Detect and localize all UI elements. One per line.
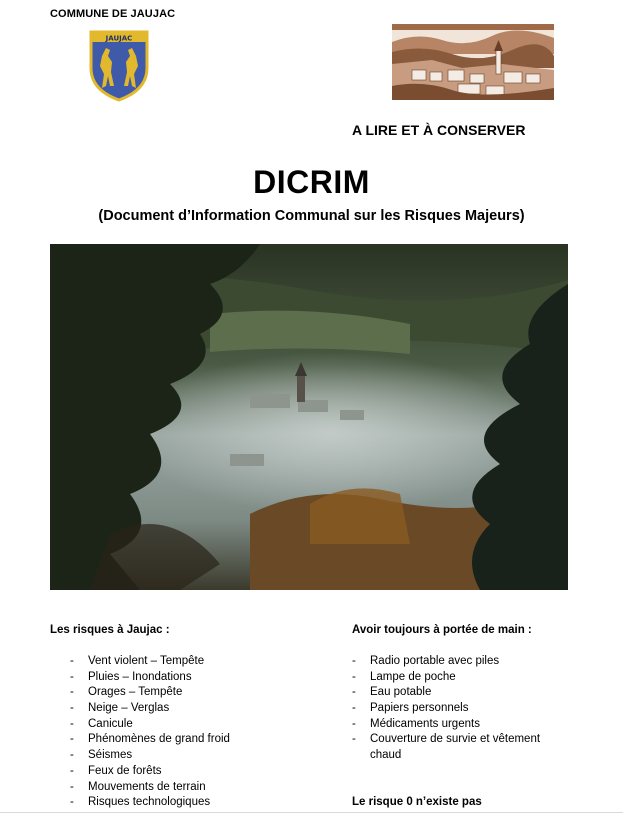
kit-heading: Avoir toujours à portée de main : — [352, 624, 532, 636]
kit-list — [352, 654, 570, 764]
page-title: DICRIM — [253, 164, 370, 200]
list-item: - Médicaments urgents — [352, 717, 570, 733]
list-item: - Couverture de survie et vêtement chaud — [352, 732, 570, 763]
list-item: - Radio portable avec piles — [352, 654, 570, 670]
list-item: - Mouvements de terrain — [70, 780, 230, 796]
risks-heading: Les risques à Jaujac : — [50, 624, 170, 636]
list-item: - Feux de forêts — [70, 764, 230, 780]
page-subtitle: (Document d’Information Communal sur les Risques Majeurs) — [98, 208, 525, 224]
list-item: - Canicule — [70, 717, 230, 733]
commune-name: COMMUNE DE JAUJAC — [50, 8, 176, 20]
list-item: - Lampe de poche — [352, 670, 570, 686]
list-item: - Phénomènes de grand froid — [70, 732, 230, 748]
list-item: - Papiers personnels — [352, 701, 570, 717]
page-bottom-divider — [0, 812, 623, 813]
village-sketch-logo — [392, 24, 554, 100]
zero-risk-note: Le risque 0 n’existe pas — [352, 796, 482, 808]
list-item: - Eau potable — [352, 685, 570, 701]
list-item: - Séismes — [70, 748, 230, 764]
list-item: - Pluies – Inondations — [70, 670, 230, 686]
read-and-keep-note: A LIRE ET À CONSERVER — [352, 122, 526, 138]
jaujac-crest-logo — [88, 26, 150, 102]
list-item: - Risques technologiques — [70, 795, 230, 811]
list-item: - Orages – Tempête — [70, 685, 230, 701]
list-item: - Neige – Verglas — [70, 701, 230, 717]
crest-label: JAUJAC — [105, 34, 133, 43]
foggy-valley-photo — [50, 244, 568, 590]
risks-list — [70, 654, 230, 811]
list-item: - Vent violent – Tempête — [70, 654, 230, 670]
